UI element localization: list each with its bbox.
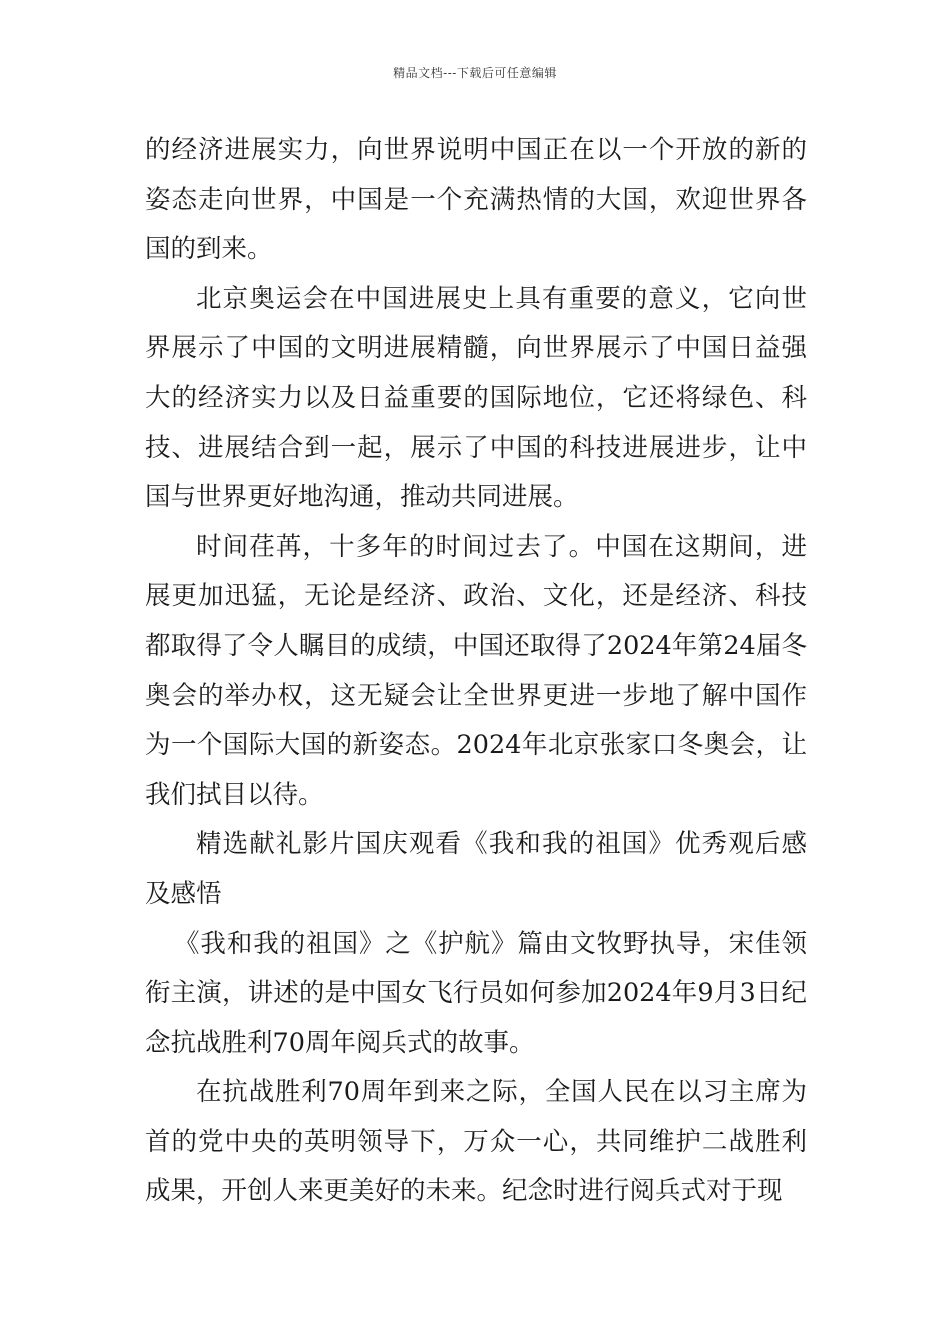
paragraph-winter-olympics: 时间荏苒，十多年的时间过去了。中国在这期间，进展更加迅猛，无论是经济、政治、文化，还是经济、科技都取得了令人瞩目的成绩，中国还取得了2024年第24届冬奥会的举办权，这无疑会让全世界更进一步地了解中国作为一个国际大国的新姿态。2024年北京张家口冬奥会，让我们拭目以待。: [145, 531, 807, 810]
paragraph-film-intro: 《我和我的祖国》之《护航》篇由文牧野执导，宋佳领衔主演，讲述的是中国女飞行员如何参加2024年9月3日纪念抗战胜利70周年阅兵式的故事。: [145, 928, 807, 1058]
paragraph-continuation: 的经济进展实力，向世界说明中国正在以一个开放的新的姿态走向世界，中国是一个充满热情的大国，欢迎世界各国的到来。: [145, 135, 807, 265]
paragraph-parade: 在抗战胜利70周年到来之际，全国人民在以习主席为首的党中央的英明领导下，万众一心，共同维护二战胜利成果，开创人来更美好的未来。纪念时进行阅兵式对于现: [145, 1077, 807, 1207]
document-body: [145, 126, 807, 1217]
page-header: 精品文档---下载后可任意编辑: [393, 66, 557, 80]
paragraph-beijing-olympics: 北京奥运会在中国进展史上具有重要的意义，它向世界展示了中国的文明进展精髓，向世界展示了中国日益强大的经济实力以及日益重要的国际地位，它还将绿色、科技、进展结合到一起，展示了中国的科技进展进步，让中国与世界更好地沟通，推动共同进展。: [145, 283, 807, 513]
section-title: 精选献礼影片国庆观看《我和我的祖国》优秀观后感及感悟: [145, 829, 807, 909]
